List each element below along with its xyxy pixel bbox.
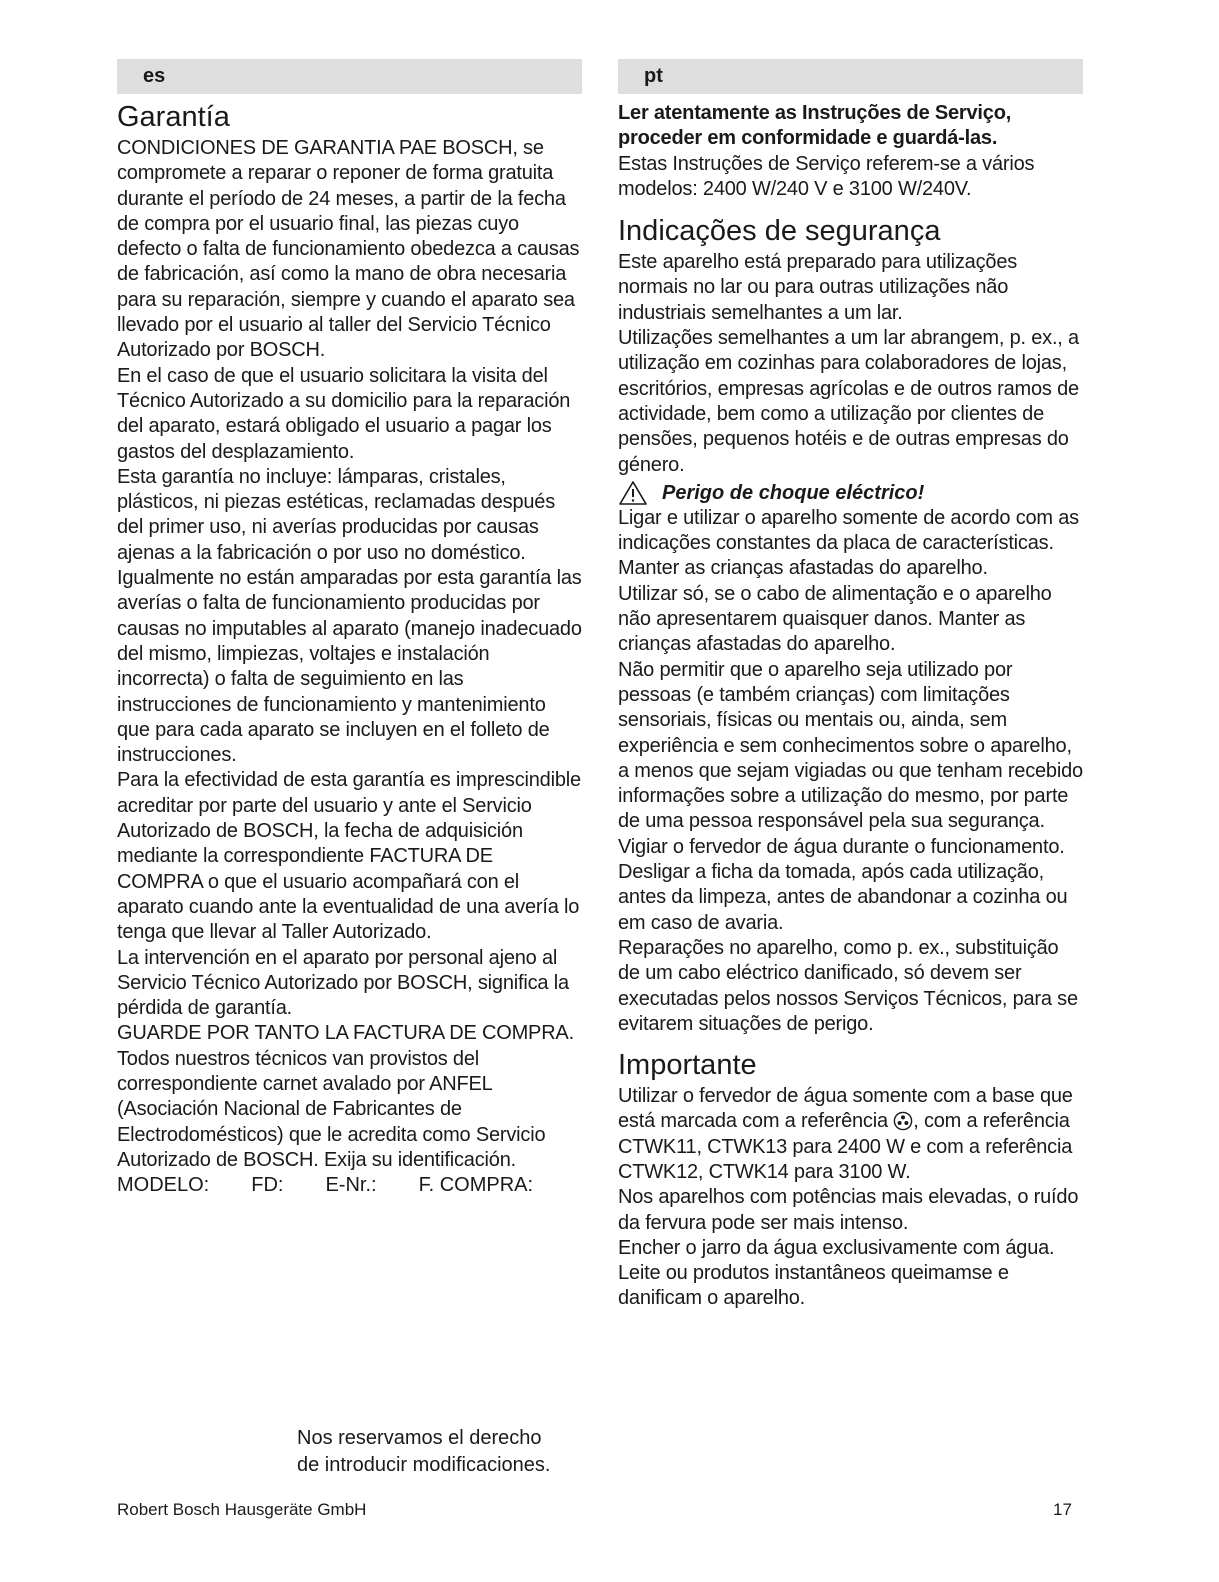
section-title-garantia: Garantía — [117, 101, 230, 133]
warning-text: Perigo de choque eléctrico! — [662, 481, 925, 504]
section-title-important: Importante — [618, 1049, 757, 1082]
paragraph-text: , com a referência CTWK11, CTWK13 para 2400 W e com a referência CTWK12, CTWK14 para 3100 W. — [618, 1110, 1073, 1183]
reservation-note — [297, 1425, 550, 1479]
language-bar-pt: pt — [618, 59, 1083, 94]
paragraph: CONDICIONES DE GARANTIA PAE BOSCH, se compromete a reparar o reponer de forma gratuita durante el período de 24 meses, a partir de la fecha de compra por el usuario final, las piezas cuyo defecto o falta de funcionamiento obedezca a causas de fabricación, así como la mano de obra necesaria para su reparación, siempre y cuando el aparato sea llevado por el usuario al taller del Servicio Técnico Autorizado por BOSCH. — [117, 137, 580, 362]
reservation-note-line: de introducir modificaciones. — [297, 1454, 551, 1476]
model-fields-row — [117, 1173, 582, 1198]
warning-heading — [618, 480, 1083, 506]
fd-field-label: FD: — [251, 1174, 284, 1197]
warning-triangle-icon — [618, 480, 648, 506]
paragraph-text: Utilizar o fervedor de água somente com a base que está marcada com a referência — [618, 1085, 1073, 1133]
paragraph: Reparações no aparelho, como p. ex., substituição de um cabo eléctrico danificado, só devem ser executadas pelos nossos Serviços Técnicos, para se evitarem situações de perigo. — [618, 936, 1078, 1035]
paragraph: Para la efectividad de esta garantía es imprescindible acreditar por parte del usuario y ante el Servicio Autorizado de BOSCH, la fecha de adquisición mediante la correspondiente FACTURA DE COMPRA o que el usuario acompañará con el aparato cuando ante la eventualidad de una avería lo tenga que llevar al Taller Autorizado. — [117, 769, 581, 944]
paragraph: Não permitir que o aparelho seja utilizado por pessoas (e também crianças) com limitações sensoriais, físicas ou mentais ou, ainda, sem experiência e sem conhecimentos sobre o aparelho, a menos que sejam vigiadas ou que tenham recebido informações sobre a utilização do mesmo, por parte de uma pessoa responsável pela sua segurança. — [618, 658, 1083, 833]
paragraph: Encher o jarro da água exclusivamente com água. Leite ou produtos instantâneos queimamse e danificam o aparelho. — [618, 1236, 1055, 1310]
paragraph: Nos aparelhos com potências mais elevadas, o ruído da fervura pode ser mais intenso. — [618, 1186, 1079, 1234]
paragraph: GUARDE POR TANTO LA FACTURA DE COMPRA. Todos nuestros técnicos van provistos del correspondiente carnet avalado por ANFEL (Asociación Nacional de Fabricantes de Electrodomésticos) que le acredita como Servicio Autorizado de BOSCH. Exija su identificación. — [117, 1022, 574, 1171]
purchase-date-field-label: F. COMPRA: — [418, 1174, 534, 1197]
paragraph: Vigiar o fervedor de água durante o funcionamento. — [618, 835, 1065, 858]
paragraph: Este aparelho está preparado para utilizações normais no lar ou para outras utilizações não industriais semelhantes a um lar. — [618, 251, 1018, 324]
reservation-note-line: Nos reservamos el derecho — [297, 1427, 542, 1449]
intro-paragraph: Estas Instruções de Serviço referem-se a vários modelos: 2400 W/240 V e 3100 W/240V. — [618, 152, 1035, 200]
paragraph: En el caso de que el usuario solicitara la visita del Técnico Autorizado a su domicilio para la reparación del aparato, estará obligado el usuario a pagar los gastos del desplazamiento. — [117, 364, 571, 463]
intro-bold: Ler atentamente as Instruções de Serviço, proceder em conformidade e guardá-las. — [618, 102, 1012, 150]
paragraph: Desligar a ficha da tomada, após cada utilização, antes da limpeza, antes de abandonar a cozinha ou em caso de avaria. — [618, 861, 1068, 934]
paragraph: Ligar e utilizar o aparelho somente de acordo com as indicações constantes da placa de características. Manter as crianças afastadas do aparelho. — [618, 506, 1079, 580]
column-pt — [618, 59, 1083, 1312]
page-number: 17 — [1053, 1500, 1072, 1519]
model-field-label: MODELO: — [117, 1174, 210, 1197]
paragraph: La intervención en el aparato por personal ajeno al Servicio Técnico Autorizado por BOSCH, significa la pérdida de garantía. — [117, 946, 569, 1020]
column-es — [117, 59, 582, 1198]
paragraph-base-reference — [618, 1084, 1083, 1185]
paragraph: Utilizar só, se o cabo de alimentação e o aparelho não apresentarem quaisquer danos. Manter as crianças afastadas do aparelho. — [618, 582, 1052, 656]
language-bar-es: es — [117, 59, 582, 94]
paragraph: Esta garantía no incluye: lámparas, cristales, plásticos, ni piezas estéticas, reclamadas después del primer uso, ni averías producidas por causas ajenas a la fabricación o por uso no doméstico. Igualmente no están amparadas por esta garantía las averías o falta de funcionamiento producidas por causas no imputables al aparato (manejo inadecuado del mismo, limpiezas, voltajes e instalación incorrecta) o falta de seguimiento en las instrucciones de funcionamiento y mantenimiento que para cada aparato se incluyen en el folleto de instrucciones. — [117, 465, 582, 767]
enr-field-label: E-Nr.: — [325, 1174, 377, 1197]
paragraph: Utilizações semelhantes a um lar abrangem, p. ex., a utilização em cozinhas para colaboradores de lojas, escritórios, empresas agrícolas e de outros ramos de actividade, bem como a utilização por clientes de pensões, pequenos hotéis e de outras empresas do género. — [618, 327, 1079, 476]
section-title-safety: Indicações de segurança — [618, 215, 941, 248]
footer-company: Robert Bosch Hausgeräte GmbH — [117, 1500, 367, 1519]
base-symbol-icon — [893, 1111, 913, 1131]
